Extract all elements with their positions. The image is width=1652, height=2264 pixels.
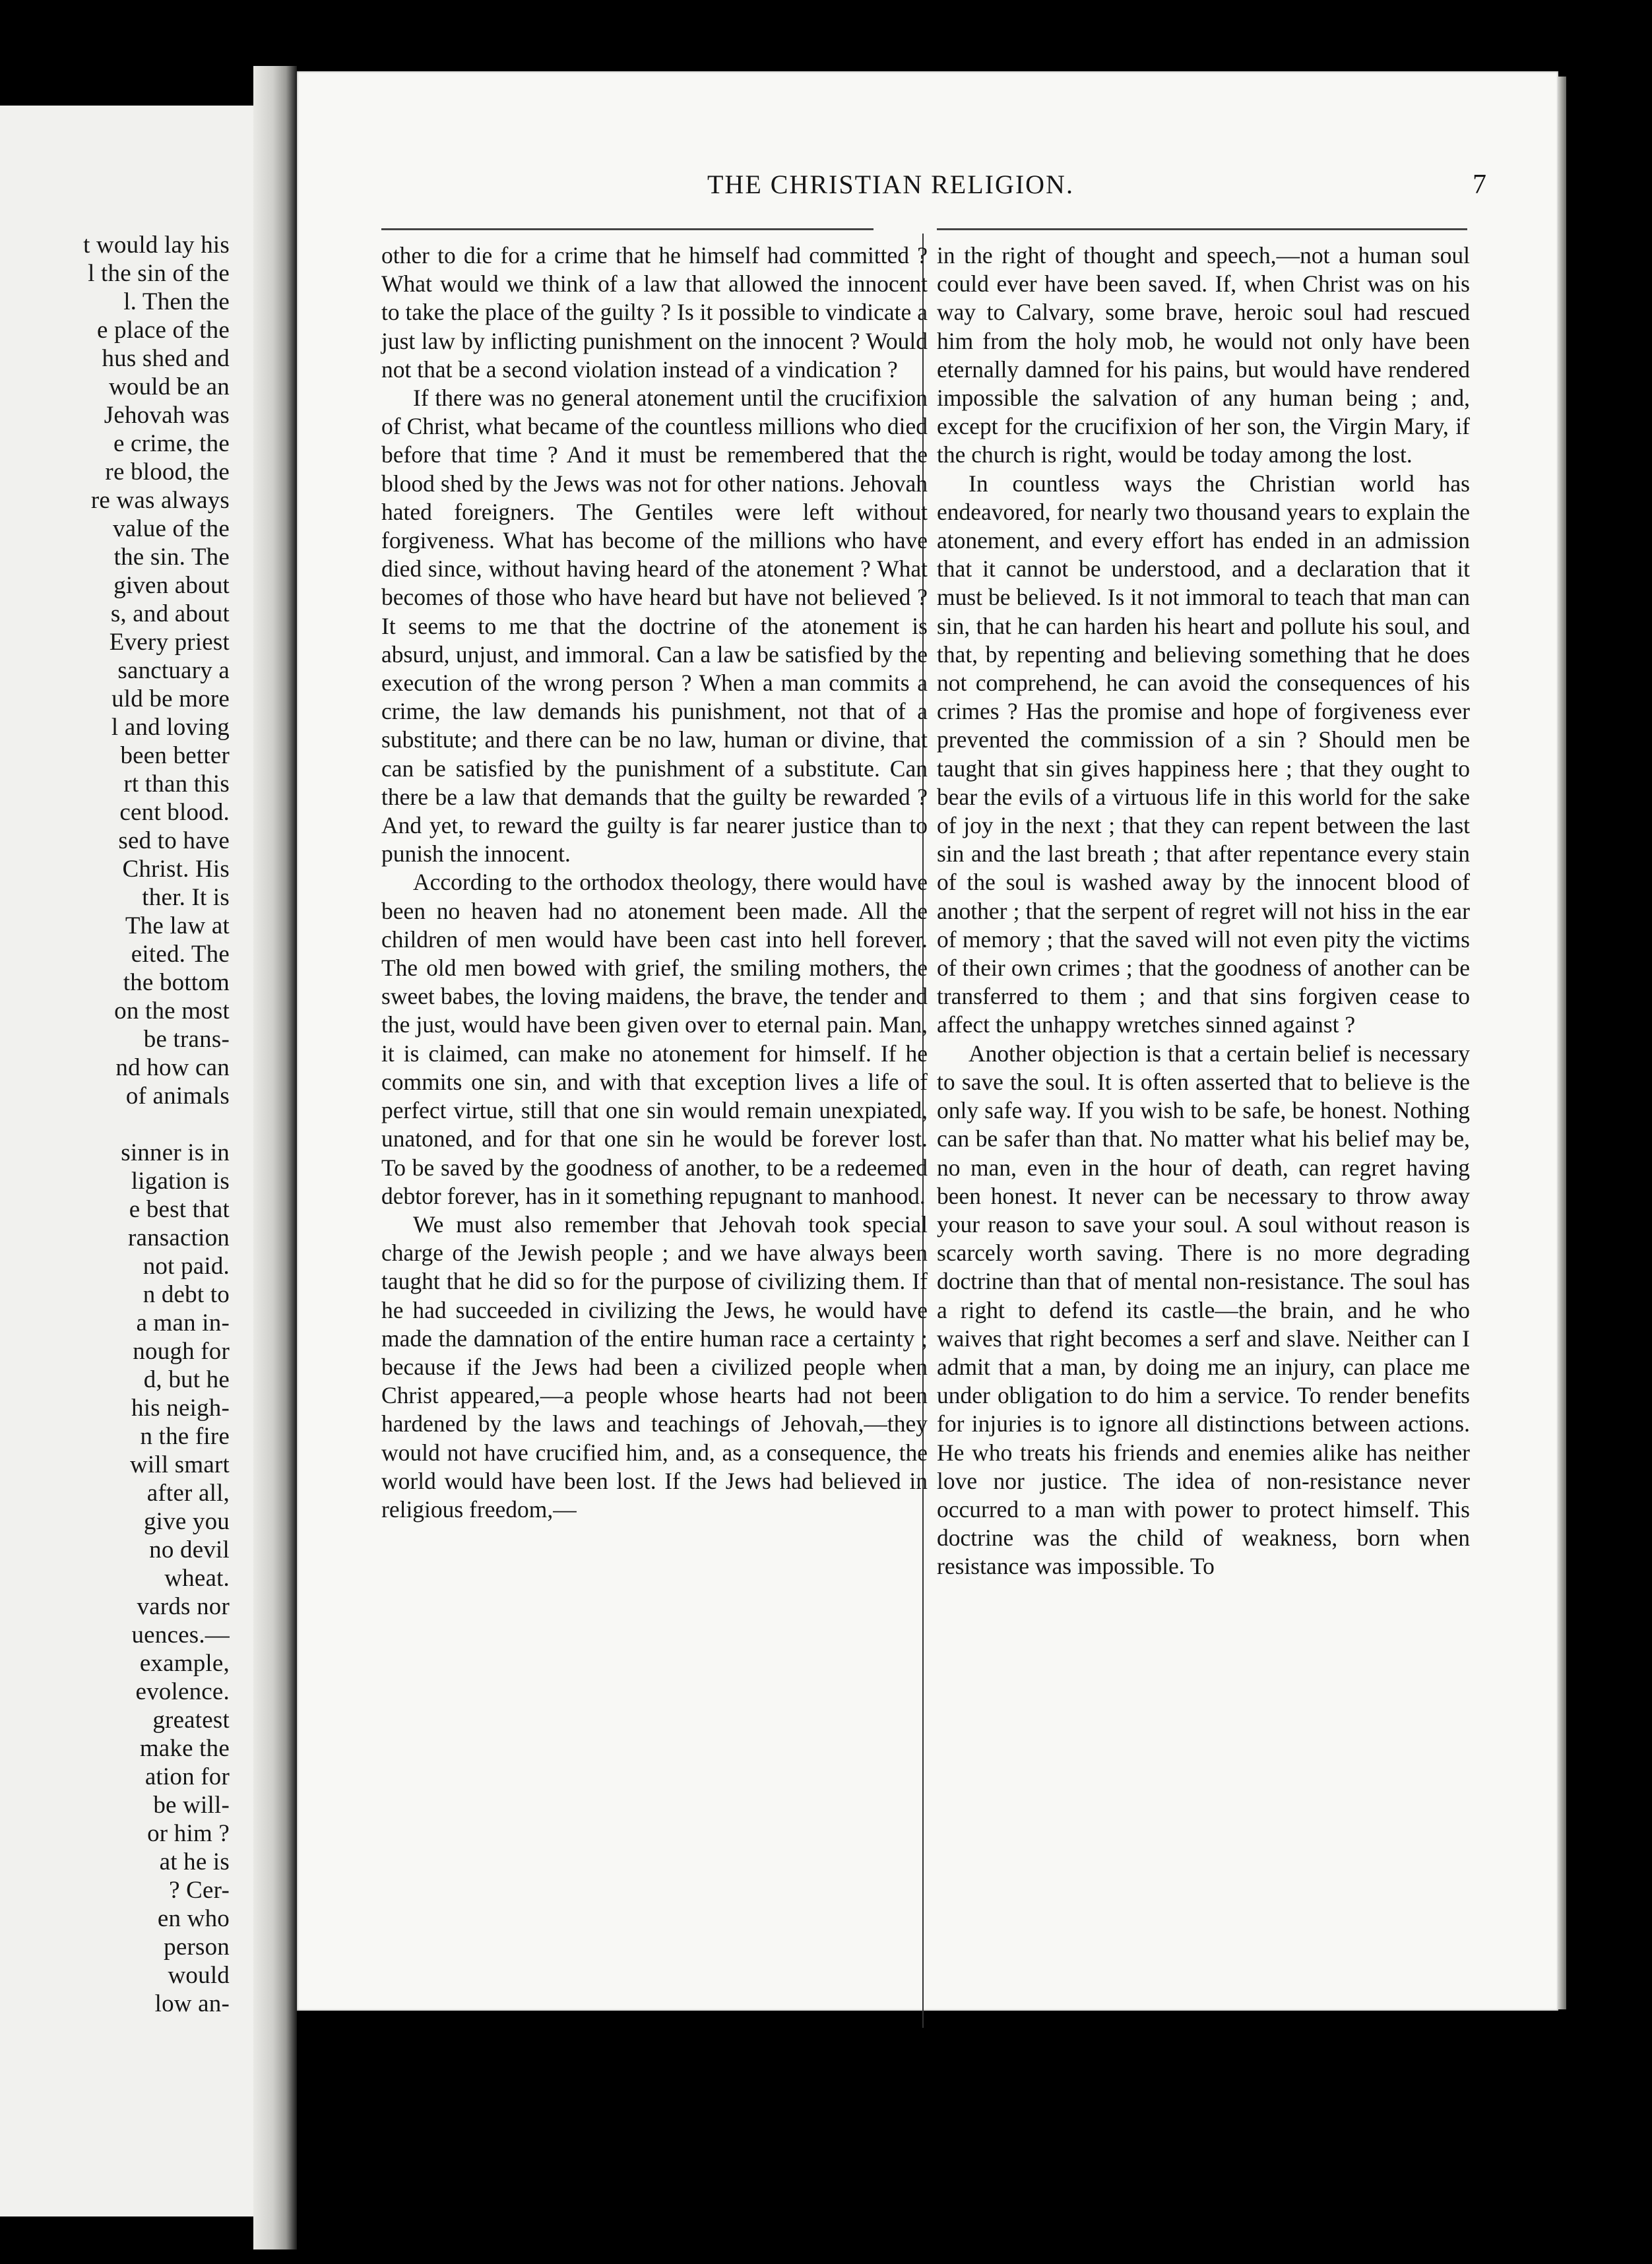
paragraph: in the right of thought and speech,—not a human soul could ever have been saved. If, when Christ was on his way to Calvary, some brave, heroic soul had rescued him from the holy mob, he would not only have been eternally damned for his pains, but would have rendered impossible the salvation of any human being ; and, except for the crucifixion of her son, the Virgin Mary, if the church is right, would be today among the lost. xyxy=(937,242,1470,468)
left-fragment-line: given about xyxy=(113,572,230,599)
right-page xyxy=(297,71,1558,2011)
left-fragment-line: example, xyxy=(139,1650,230,1677)
left-fragment-line: ransaction xyxy=(127,1224,230,1251)
left-fragment-line: d, but he xyxy=(143,1366,230,1393)
left-page xyxy=(0,106,253,2217)
left-fragment-line: be will- xyxy=(153,1792,230,1819)
left-fragment-line: been better xyxy=(120,742,230,769)
left-fragment-line: low an- xyxy=(154,1990,230,2017)
left-fragment-line: will smart xyxy=(129,1451,230,1478)
left-fragment-line: Every priest xyxy=(109,629,230,656)
page-number: 7 xyxy=(1473,170,1486,200)
left-fragment-line: e place of the xyxy=(96,317,230,344)
left-fragment-line: The law at xyxy=(125,912,230,939)
left-fragment-line: make the xyxy=(139,1735,230,1762)
left-fragment-line: l and loving xyxy=(111,714,230,741)
left-fragment-line: re was always xyxy=(90,487,230,514)
left-fragment-line: cent blood. xyxy=(119,799,230,826)
paragraph: According to the orthodox theology, there would have been no heaven had no atonement been made. All the children of men would have been cast into hell forever. The old men bowed with grief, the smiling mothers, the sweet babes, the loving maidens, the brave, the tender and the just, would have been given over to eternal pain. Man, it is claimed, can make no atonement for himself. If he commits one sin, and with that exception lives a life of perfect virtue, still that one sin would remain unexpiated, unatoned, and for that one sin he would be forever lost. To be saved by the goodness of another, to be a redeemed debtor forever, has in it something repugnant to manhood. xyxy=(381,869,928,1209)
left-fragment-line: Jehovah was xyxy=(104,402,230,429)
left-fragment-line: sanctuary a xyxy=(117,657,230,684)
head-rule xyxy=(381,228,874,230)
left-fragment-line: rt than this xyxy=(123,770,230,798)
paragraph: If there was no general atonement until the crucifixion of Christ, what became of the countless millions who died before that time ? And it must be remembered that the blood shed by the Jews was not for other nations. Jehovah hated foreigners. The Gentiles were left without forgiveness. What has become of the millions who have died since, without having heard of the atonement ? What becomes of those who have heard but have not believed ? It seems to me that the doctrine of the atonement is absurd, unjust, and immoral. Can a law be satisfied by the execution of the wrong person ? When a man commits a crime, the law demands his punishment, not that of a substitute; and there can be no law, human or divine, that can be satisfied by the punishment of a substitute. Can there be a law that demands that the guilty be rewarded ? And yet, to reward the guilty is far nearer justice than to punish the innocent. xyxy=(381,385,928,867)
paragraph: In countless ways the Christian world has endeavored, for nearly two thousand years to explain the atonement, and every effort has ended in an admission that it cannot be understood, and a declaration that it must be believed. Is it not immoral to teach that man can sin, that he can harden his heart and pollute his soul, and that, by repenting and believing something that he does not comprehend, he can avoid the consequences of his crimes ? Has the promise and hope of forgiveness ever prevented the commission of a sin ? Should men be taught that sin gives happiness here ; that they ought to bear the evils of a virtuous life in this world for the sake of joy in the next ; that they can repent between the last sin and the last breath ; that after repentance every stain of the soul is washed away by the innocent blood of another ; that the serpent of regret will not hiss in the ear of memory ; that the saved will not even pity the victims of their own crimes ; that the goodness of another can be transferred to them ; and that sins forgiven cease to affect the unhappy wretches sinned against ? xyxy=(937,470,1470,1038)
left-fragment-line: ligation is xyxy=(131,1168,230,1195)
left-page-text xyxy=(0,231,230,2018)
left-fragment-line: give you xyxy=(143,1508,230,1535)
left-fragment-line: the bottom xyxy=(123,969,230,996)
left-fragment-line: n debt to xyxy=(143,1281,230,1308)
left-fragment-line: would xyxy=(168,1962,230,1989)
book-gutter xyxy=(253,66,297,2249)
left-fragment-line: s, and about xyxy=(110,600,230,627)
left-fragment-line: e crime, the xyxy=(113,430,230,457)
paragraph: Another objection is that a certain belief is necessary to save the soul. It is often asserted that to believe is the only safe way. If you wish to be safe, be honest. Nothing can be safer than that. No matter what his belief may be, no man, even in the hour of death, can regret having been honest. It never can be necessary to throw away your reason to save your soul. A soul without reason is scarcely worth saving. There is no more degrading doctrine than that of mental non-resistance. The soul has a right to defend its castle—the brain, and he who waives that right becomes a serf and slave. Neither can I admit that a man, by doing me an injury, can place me under obligation to do him a service. To render benefits for injuries is to ignore all distinctions between actions. He who treats his friends and enemies alike has neither love nor justice. The idea of non-resistance never occurred to a man with power to protect himself. This doctrine was the child of weakness, born when resistance was impossible. To xyxy=(937,1040,1470,1580)
text-column-right xyxy=(937,241,1470,1581)
left-fragment-line: sed to have xyxy=(118,827,230,854)
left-fragment-line: ther. It is xyxy=(142,884,230,911)
left-fragment-line: not paid. xyxy=(143,1253,230,1280)
left-fragment-line: re blood, the xyxy=(105,458,230,486)
left-fragment-line: would be an xyxy=(108,373,230,400)
left-fragment-line: on the most xyxy=(114,997,230,1024)
left-fragment-line: l the sin of the xyxy=(88,260,230,287)
left-fragment-line: the sin. The xyxy=(113,544,230,571)
page-edge xyxy=(1558,77,1566,2009)
left-fragment-line: en who xyxy=(157,1905,230,1932)
left-fragment-line: person xyxy=(164,1934,230,1961)
left-fragment-line: t would lay his xyxy=(83,232,230,259)
left-fragment-line: a man in- xyxy=(136,1309,230,1336)
paragraph: other to die for a crime that he himself had committed ? What would we think of a law that allowed the innocent to take the place of the guilty ? Is it possible to vindicate a just law by inflicting punishment on the innocent ? Would not that be a second violation instead of a vindication ? xyxy=(381,242,928,383)
left-fragment-line: nough for xyxy=(133,1338,230,1365)
head-rule xyxy=(937,228,1467,230)
left-fragment-line: e best that xyxy=(129,1196,230,1223)
left-fragment-line: Christ. His xyxy=(122,856,230,883)
left-fragment-line: n the fire xyxy=(140,1423,230,1450)
left-fragment-line: sinner is in xyxy=(121,1139,230,1166)
left-fragment-line: wheat. xyxy=(164,1565,230,1592)
left-fragment-line: ation for xyxy=(144,1763,230,1790)
left-fragment-line: ? Cer- xyxy=(169,1877,230,1904)
left-fragment-line: at he is xyxy=(159,1848,230,1875)
paragraph: We must also remember that Jehovah took special charge of the Jewish people ; and we have always been taught that he did so for the purpose of civilizing them. If he had succeeded in civilizing the Jews, he would have made the damnation of the entire human race a certainty ; because if the Jews had been a civilized people when Christ appeared,—a people whose hearts had not been hardened by the laws and teachings of Jehovah,—they would not have crucified him, and, as a consequence, the world would have been lost. If the Jews had believed in religious freedom,— xyxy=(381,1211,928,1523)
left-fragment-line: evolence. xyxy=(135,1678,230,1705)
left-fragment-line: uences.— xyxy=(131,1621,230,1649)
left-fragment-line: no devil xyxy=(149,1536,230,1563)
text-column-left xyxy=(381,241,928,1524)
running-head xyxy=(297,169,1558,208)
left-fragment-line: or him ? xyxy=(147,1820,230,1847)
left-fragment-line: uld be more xyxy=(111,685,230,712)
left-fragment-line: be trans- xyxy=(143,1026,230,1053)
left-fragment-line: his neigh- xyxy=(131,1395,230,1422)
running-head-title: THE CHRISTIAN RELIGION. xyxy=(707,170,1074,199)
left-fragment-line xyxy=(0,1110,230,1139)
left-fragment-line: greatest xyxy=(152,1707,230,1734)
left-fragment-line: after all, xyxy=(146,1480,230,1507)
left-fragment-line: of animals xyxy=(125,1083,230,1110)
left-fragment-line: vards nor xyxy=(137,1593,230,1620)
left-fragment-line: eited. The xyxy=(131,941,230,968)
left-fragment-line: value of the xyxy=(112,515,230,542)
left-fragment-line: l. Then the xyxy=(123,288,230,315)
left-fragment-line: hus shed and xyxy=(102,345,230,372)
left-fragment-line: nd how can xyxy=(115,1054,230,1081)
